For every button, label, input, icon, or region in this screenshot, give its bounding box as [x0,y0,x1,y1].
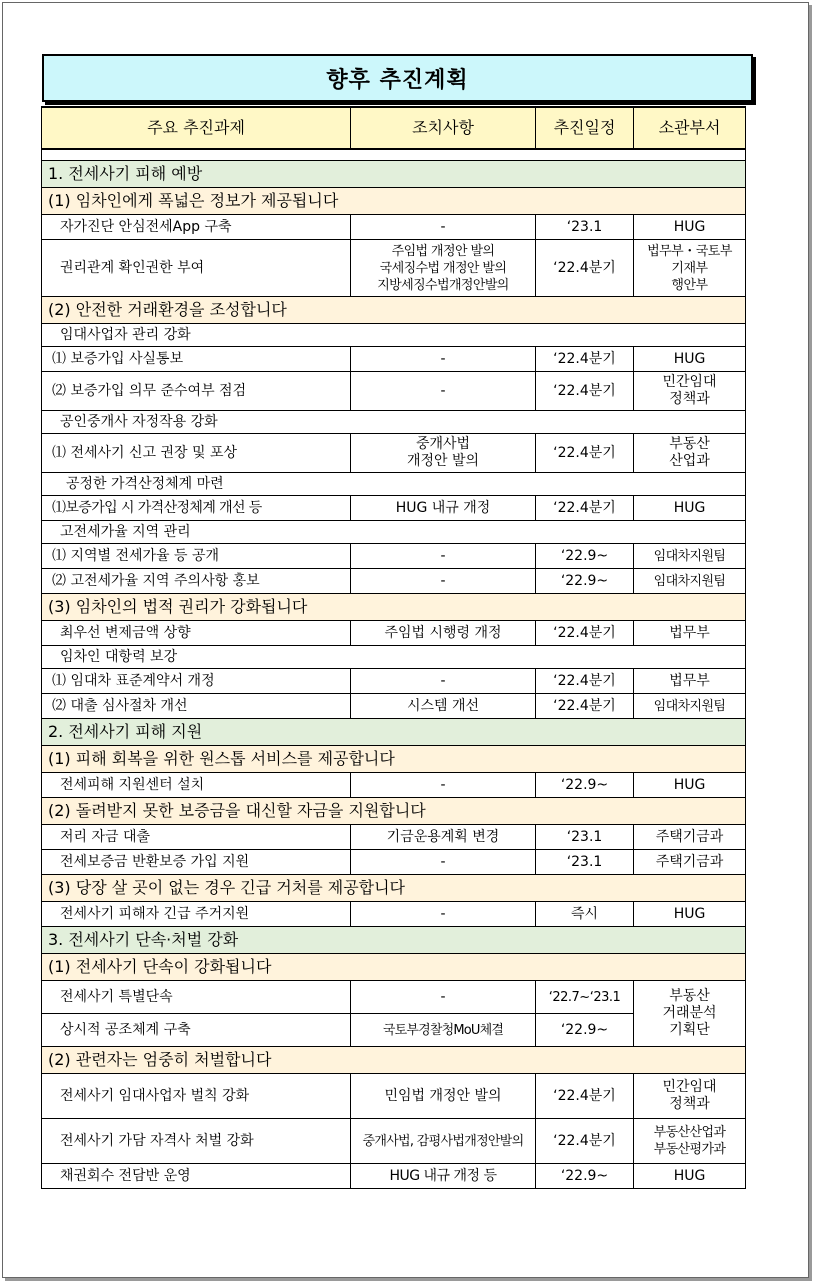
table-row [42,773,746,798]
table-row [42,694,746,719]
schedule-cell: ‘23.1 [536,215,634,240]
task-cell: ⑵ 대출 심사절차 개선 [42,694,351,719]
task-cell: 저리 자금 대출 [42,825,351,850]
group-title: 고전세가율 지역 관리 [42,521,746,544]
schedule-cell: ‘22.9~ [536,1164,634,1189]
task-cell: 전세사기 피해자 긴급 주거지원 [42,902,351,927]
group-title: 공정한 가격산정체계 마련 [42,473,746,496]
subsection-title: (2) 안전한 거래환경을 조성합니다 [42,297,746,324]
subsection-row [42,297,746,324]
dept-cell: 주택기금과 [634,825,746,850]
dept-cell: 임대차지원팀 [634,694,746,719]
table-row [42,1074,746,1119]
table-row [42,240,746,297]
section-title: 2. 전세사기 피해 지원 [42,719,746,746]
task-cell: ⑵ 고전세가율 지역 주의사항 홍보 [42,569,351,594]
subsection-title: (3) 임차인의 법적 권리가 강화됩니다 [42,594,746,621]
action-cell: - [351,850,536,875]
dept-cell: 법무부 [634,669,746,694]
table-row [42,372,746,411]
table-row [42,434,746,473]
group-title: 임차인 대항력 보강 [42,646,746,669]
subsection-title: (1) 전세사기 단속이 강화됩니다 [42,954,746,981]
action-cell: - [351,773,536,798]
section-row [42,161,746,188]
action-cell: 중개사법 개정안 발의 [351,434,536,473]
task-cell: 전세사기 특별단속 [42,981,351,1014]
task-cell: 전세사기 임대사업자 벌칙 강화 [42,1074,351,1119]
schedule-cell: ‘22.4분기 [536,434,634,473]
schedule-cell: ‘22.9~ [536,1014,634,1047]
column-header-action: 조치사항 [351,107,536,149]
action-cell: - [351,902,536,927]
subsection-title: (3) 당장 살 곳이 없는 경우 긴급 거처를 제공합니다 [42,875,746,902]
column-header-dept: 소관부서 [634,107,746,149]
dept-cell: HUG [634,1164,746,1189]
section-title: 3. 전세사기 단속·처벌 강화 [42,927,746,954]
dept-cell: HUG [634,347,746,372]
table-row [42,544,746,569]
schedule-cell: ‘22.9~ [536,773,634,798]
task-cell: ⑴ 전세사기 신고 권장 및 포상 [42,434,351,473]
action-cell: HUG 내규 개정 [351,496,536,521]
group-row [42,646,746,669]
task-cell: 전세사기 가담 자격사 처벌 강화 [42,1119,351,1164]
task-cell: 권리관계 확인권한 부여 [42,240,351,297]
table-row [42,850,746,875]
subsection-row [42,798,746,825]
task-cell: ⑴ 임대차 표준계약서 개정 [42,669,351,694]
group-row [42,473,746,496]
task-cell: 자가진단 안심전세App 구축 [42,215,351,240]
table-row [42,1119,746,1164]
schedule-cell: ‘23.1 [536,825,634,850]
action-cell: - [351,569,536,594]
action-cell: 주임법 개정안 발의 국세징수법 개정안 발의 지방세징수법개정안발의 [351,240,536,297]
subsection-row [42,188,746,215]
subsection-title: (2) 돌려받지 못한 보증금을 대신할 자금을 지원합니다 [42,798,746,825]
dept-cell: HUG [634,902,746,927]
action-cell: 기금운용계획 변경 [351,825,536,850]
table-row [42,669,746,694]
plan-table [41,106,746,1189]
schedule-cell: ‘22.7~‘23.1 [536,981,634,1014]
schedule-cell: ‘22.4분기 [536,240,634,297]
dept-cell: 주택기금과 [634,850,746,875]
action-cell: 주임법 시행령 개정 [351,621,536,646]
schedule-cell: ‘22.4분기 [536,372,634,411]
table-row [42,496,746,521]
section-row [42,927,746,954]
task-cell: 채권회수 전담반 운영 [42,1164,351,1189]
schedule-cell: 즉시 [536,902,634,927]
table-row [42,981,746,1014]
group-row [42,521,746,544]
action-cell: - [351,669,536,694]
section-row [42,719,746,746]
table-row [42,569,746,594]
section-title: 1. 전세사기 피해 예방 [42,161,746,188]
action-cell: - [351,372,536,411]
dept-cell: 부동산산업과 부동산평가과 [634,1119,746,1164]
dept-cell: HUG [634,773,746,798]
dept-cell: 민간임대 정책과 [634,1074,746,1119]
schedule-cell: ‘22.4분기 [536,1119,634,1164]
action-cell: - [351,981,536,1014]
subsection-row [42,594,746,621]
subsection-row [42,746,746,773]
task-cell: ⑴ 지역별 전세가율 등 공개 [42,544,351,569]
action-cell: - [351,215,536,240]
dept-cell: 임대차지원팀 [634,544,746,569]
action-cell: - [351,544,536,569]
subsection-row [42,1047,746,1074]
action-cell: 국토부경찰청MoU체결 [351,1014,536,1047]
group-title: 임대사업자 관리 강화 [42,324,746,347]
table-row [42,215,746,240]
task-cell: 상시적 공조체계 구축 [42,1014,351,1047]
schedule-cell: ‘22.4분기 [536,1074,634,1119]
dept-cell: 법무부 [634,621,746,646]
task-cell: ⑴보증가입 시 가격산정체계 개선 등 [42,496,351,521]
schedule-cell: ‘22.4분기 [536,669,634,694]
group-title: 공인중개사 자정작용 강화 [42,411,746,434]
task-cell: 전세보증금 반환보증 가입 지원 [42,850,351,875]
dept-cell: 민간임대 정책과 [634,372,746,411]
action-cell: - [351,347,536,372]
schedule-cell: ‘22.9~ [536,569,634,594]
subsection-title: (1) 임차인에게 폭넓은 정보가 제공됩니다 [42,188,746,215]
action-cell: HUG 내규 개정 등 [351,1164,536,1189]
task-cell: 최우선 변제금액 상향 [42,621,351,646]
group-row [42,411,746,434]
action-cell: 시스템 개선 [351,694,536,719]
schedule-cell: ‘22.4분기 [536,347,634,372]
column-header-schedule: 추진일정 [536,107,634,149]
table-header [42,107,746,149]
action-cell: 중개사법, 감평사법개정안발의 [351,1119,536,1164]
table-row [42,902,746,927]
dept-cell: 부동산 거래분석 기획단 [634,981,746,1047]
task-cell: ⑴ 보증가입 사실통보 [42,347,351,372]
spacer-row [42,149,746,161]
subsection-row [42,954,746,981]
schedule-cell: ‘22.4분기 [536,694,634,719]
task-cell: 전세피해 지원센터 설치 [42,773,351,798]
dept-cell: HUG [634,215,746,240]
dept-cell: 부동산 산업과 [634,434,746,473]
table-row [42,825,746,850]
table-row [42,347,746,372]
action-cell: 민임법 개정안 발의 [351,1074,536,1119]
subsection-row [42,875,746,902]
page-title: 향후 추진계획 [42,54,753,102]
table-row [42,1164,746,1189]
column-header-task: 주요 추진과제 [42,107,351,149]
schedule-cell: ‘22.9~ [536,544,634,569]
dept-cell: 법무부・국토부 기재부 행안부 [634,240,746,297]
subsection-title: (1) 피해 회복을 위한 원스톱 서비스를 제공합니다 [42,746,746,773]
dept-cell: HUG [634,496,746,521]
schedule-cell: ‘23.1 [536,850,634,875]
dept-cell: 임대차지원팀 [634,569,746,594]
schedule-cell: ‘22.4분기 [536,621,634,646]
schedule-cell: ‘22.4분기 [536,496,634,521]
table-row [42,621,746,646]
task-cell: ⑵ 보증가입 의무 준수여부 점검 [42,372,351,411]
group-row [42,324,746,347]
subsection-title: (2) 관련자는 엄중히 처벌합니다 [42,1047,746,1074]
